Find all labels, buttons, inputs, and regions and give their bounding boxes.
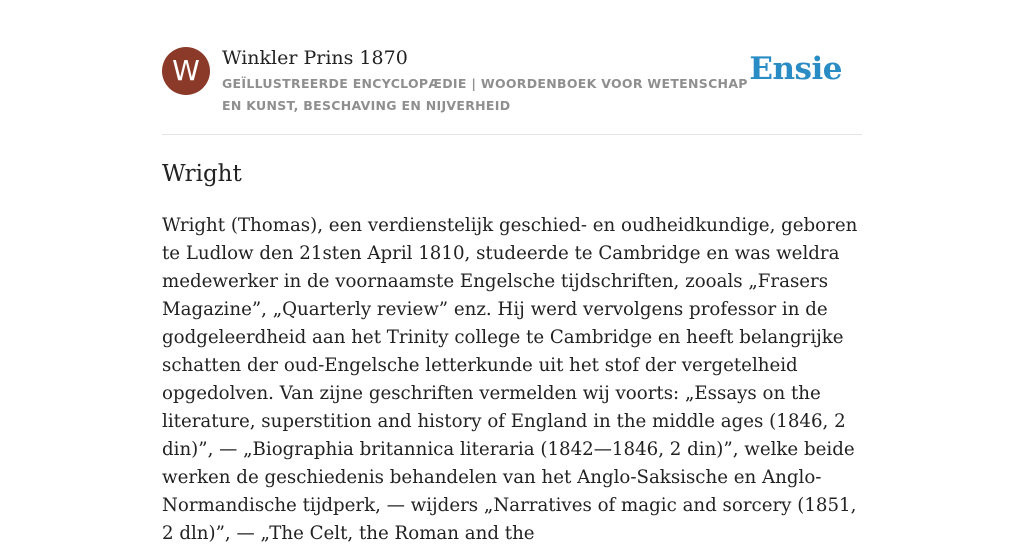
book-subtitle: GEÏLLUSTREERDE ENCYCLOPÆDIE | WOORDENBOEK VOOR WETENSCHAP EN KUNST, BESCHAVING EN NIJVERHEID	[222, 76, 748, 113]
book-info	[222, 45, 762, 117]
book-title[interactable]: Winkler Prins 1870	[222, 47, 408, 69]
avatar[interactable]: W	[162, 47, 210, 95]
entry-body: Wright (Thomas), een verdienstelijk geschied- en oudheidkundige, geboren te Ludlow den 21sten April 1810, studeerde te Cambridge en was weldra medewerker in de voornaamste Engelsche tijdschriften, zooals „Frasers Magazine”, „Quarterly review” enz. Hij werd vervolgens professor in de godgeleerdheid aan het Trinity college te Cambridge en heeft belangrijke schatten der oud-Engelsche letterkunde uit het stof der vergetelheid opgedolven. Van zijne geschriften vermelden wij voorts: „Essays on the literature, superstition and history of England in the middle ages (1846, 2 din)”, — „Biographia britannica literaria (1842—1846, 2 din)”, welke beide werken de geschiedenis behandelen van het Anglo-Saksische en Anglo-Normandische tijdperk, — wijders „Narratives of magic and sorcery (1851, 2 dln)”, — „The Celt, the Roman and the	[162, 215, 858, 544]
ensie-logo[interactable]: Ensie	[749, 51, 842, 87]
entry-title: Wright	[162, 161, 242, 187]
header	[162, 45, 862, 135]
